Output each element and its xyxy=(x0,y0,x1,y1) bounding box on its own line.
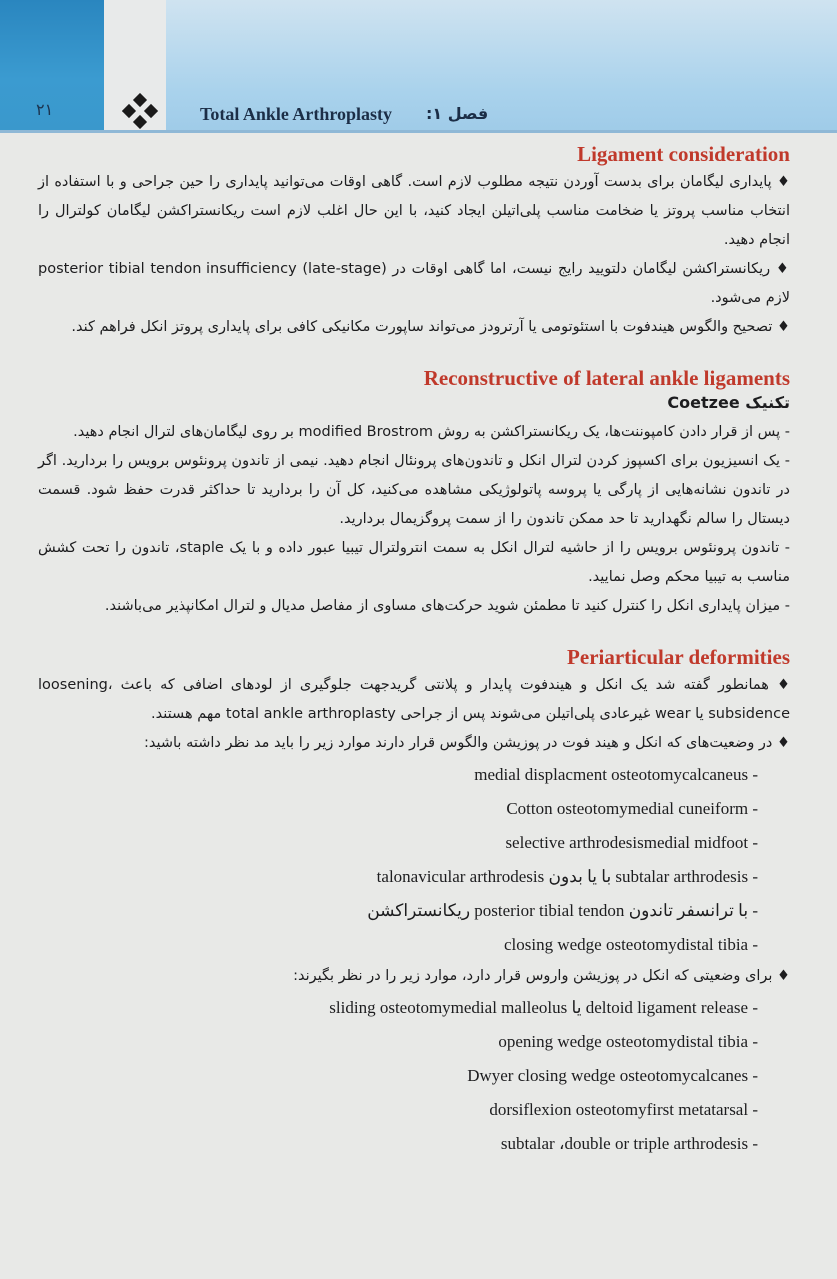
page-content xyxy=(38,140,790,1161)
list-item: closing wedge osteotomydistal tibia - xyxy=(503,935,758,954)
list-item: Cotton osteotomymedial cuneiform - xyxy=(506,799,758,818)
paragraph: ♦ برای وضعیتی که انکل در پوزیشن واروس قرار دارد، موارد زیر را در نظر بگیرند: xyxy=(293,968,790,984)
paragraph: ♦ تصحیح والگوس هیندفوت با استئوتومی یا آرترودز می‌تواند ساپورت مکانیکی کافی برای پایداری پروتز انکل فراهم کند. xyxy=(71,319,790,335)
page-header xyxy=(0,0,837,132)
section-title-periarticular: Periarticular deformities xyxy=(567,645,790,669)
list-item: ریکانستراکشن posterior tibial tendon با ترانسفر تاندون - xyxy=(367,901,758,920)
paragraph: - میزان پایداری انکل را کنترل کنید تا مطمئن شوید حرکت‌های مساوی از مفاصل مدیال و لترال امکانپذیر می‌باشند. xyxy=(104,598,790,614)
list-item: Dwyer closing wedge osteotomycalcanes - xyxy=(467,1066,758,1085)
paragraph: ♦ پایداری لیگامان برای بدست آوردن نتیجه مطلوب لازم است. گاهی اوقات می‌توانید پایداری را حین جراحی و با استفاده از انتخاب مناسب پروتز یا ضخامت مناسب پلی‌اتیلن ایجاد کنید، با این حال اغلب لازم است ریکانستراکشن لیگامان کولترال را انجام دهید. xyxy=(38,174,790,248)
paragraph: - تاندون پرونئوس برویس را از حاشیه لترال انکل به سمت انترولترال تیبیا عبور داده و با یک staple، تاندون را تحت کشش مناسب به تیبیا محکم وصل نمایید. xyxy=(38,540,791,585)
paragraph: ♦ در وضعیت‌های که انکل و هیند فوت در پوزیشن والگوس قرار دارند موارد زیر را باید مد نظر داشته باشید: xyxy=(143,735,790,751)
section-title-reconstructive: Reconstructive of lateral ankle ligaments xyxy=(423,366,790,390)
paragraph: - یک انسیزیون برای اکسپوز کردن لترال انکل و تاندون‌های پرونئال انجام دهید. نیمی از تاندون پرونئوس برویس را بردارید. اگر در تاندون نشانه‌هایی از پارگی یا پروسه پاتولوژیکی مشاهده می‌کنید، کل آن را بردارید تا حداکثر قدرت حفظ شود. قسمت دیستال را سالم نگهدارید تا حد ممکن تاندون را از سمت پروگزیمال بردارید. xyxy=(38,453,790,527)
chapter-title: Total Ankle Arthroplasty xyxy=(200,104,393,124)
page-number: ۲۱ xyxy=(36,100,54,119)
list-item: medial displacment osteotomycalcaneus - xyxy=(474,765,758,784)
list-item: talonavicular arthrodesis با یا بدون subtalar arthrodesis - xyxy=(376,867,758,886)
list-item: dorsiflexion osteotomyfirst metatarsal - xyxy=(489,1100,758,1119)
paragraph: ♦ همانطور گفته شد یک انکل و هیندفوت پایدار و پلانتی گریدجهت جلوگیری از لودهای اضافی که باعث loosening، subsidence یا wear غیرعادی پلی‌اتیلن می‌شوند پس از جراحی total ankle arthroplasty مهم هستند. xyxy=(38,677,790,722)
technique-subtitle: تکنیک Coetzee xyxy=(667,393,790,412)
chapter-label: فصل ۱: xyxy=(426,104,489,123)
list-item: sliding osteotomymedial malleolus یا deltoid ligament release - xyxy=(329,998,758,1017)
section-title-ligament: Ligament consideration xyxy=(577,142,790,166)
list-item: subtalar ،double or triple arthrodesis - xyxy=(500,1134,758,1153)
list-item: selective arthrodesismedial midfoot - xyxy=(505,833,758,852)
list-item: opening wedge osteotomydistal tibia - xyxy=(498,1032,758,1051)
diamond-ornament-icon xyxy=(122,93,158,129)
paragraph: - پس از قرار دادن کامپوننت‌ها، یک ریکانستراکشن به روش modified Brostrom بر روی لیگامان‌های لترال انجام دهید. xyxy=(73,424,790,440)
paragraph: ♦ ریکانستراکشن لیگامان دلتویید رایج نیست، اما گاهی اوقات در (late-stage) posterior tibial tendon insufficiency لازم می‌شود. xyxy=(38,261,790,306)
